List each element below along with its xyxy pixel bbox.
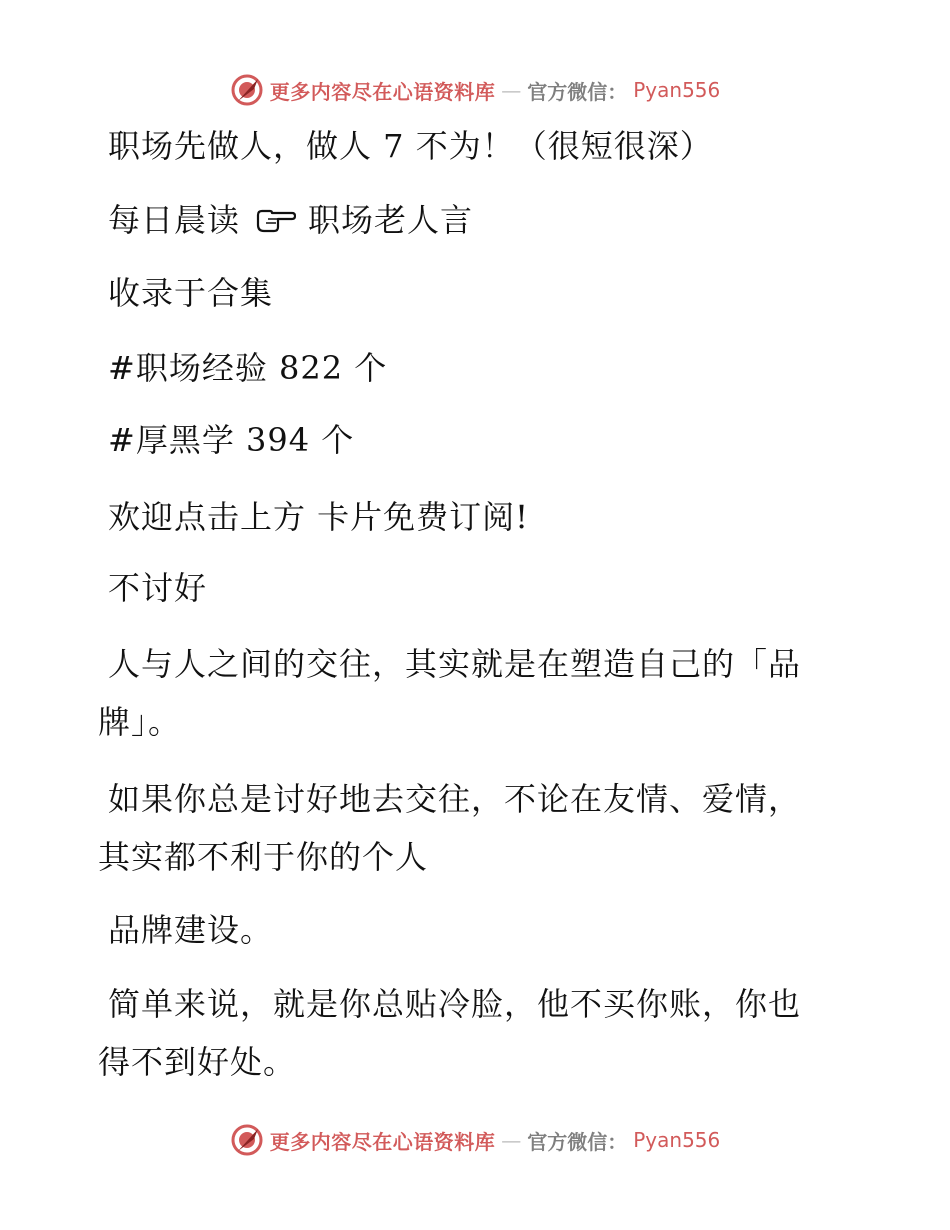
- tag-link-career[interactable]: #职场经验 822 个: [108, 349, 388, 387]
- footer-watermark: [0, 1120, 950, 1160]
- watermark-label: 官方微信：: [527, 1129, 628, 1154]
- paragraph-4-line-1: 简单来说，就是你总贴冷脸，他不买你账，你也: [108, 985, 802, 1023]
- watermark-label: 官方微信：: [527, 79, 628, 104]
- quill-logo-icon: [230, 1123, 264, 1157]
- watermark-brand: 更多内容尽在心语资料库: [269, 79, 496, 104]
- watermark-wechat-id: Pyan556: [633, 78, 721, 102]
- watermark-separator: —: [501, 1128, 522, 1152]
- series-prefix: 每日晨读: [108, 201, 241, 239]
- collected-in-label: 收录于合集: [108, 274, 274, 312]
- paragraph-4-line-2: 得不到好处。: [98, 1043, 297, 1081]
- paragraph-3: 品牌建设。: [108, 911, 274, 949]
- article-title: 职场先做人，做人 7 不为！（很短很深）: [108, 127, 713, 165]
- series-name: 职场老人言: [308, 201, 474, 239]
- series-line: [98, 200, 868, 240]
- pointing-hand-icon: [254, 207, 296, 233]
- subscribe-prompt: 欢迎点击上方 卡片免费订阅!: [108, 498, 530, 536]
- watermark-separator: —: [501, 78, 522, 102]
- paragraph-2-line-1: 如果你总是讨好地去交往，不论在友情、爱情，: [108, 780, 802, 818]
- watermark-wechat-id: Pyan556: [633, 1128, 721, 1152]
- tag-link-thick-black[interactable]: #厚黑学 394 个: [108, 421, 355, 459]
- paragraph-1-line-1: 人与人之间的交往，其实就是在塑造自己的「品: [108, 645, 802, 683]
- paragraph-1-line-2: 牌」。: [98, 703, 182, 741]
- watermark-brand: 更多内容尽在心语资料库: [269, 1129, 496, 1154]
- paragraph-2-line-2: 其实都不利于你的个人: [98, 838, 429, 876]
- section-heading: 不讨好: [108, 569, 208, 607]
